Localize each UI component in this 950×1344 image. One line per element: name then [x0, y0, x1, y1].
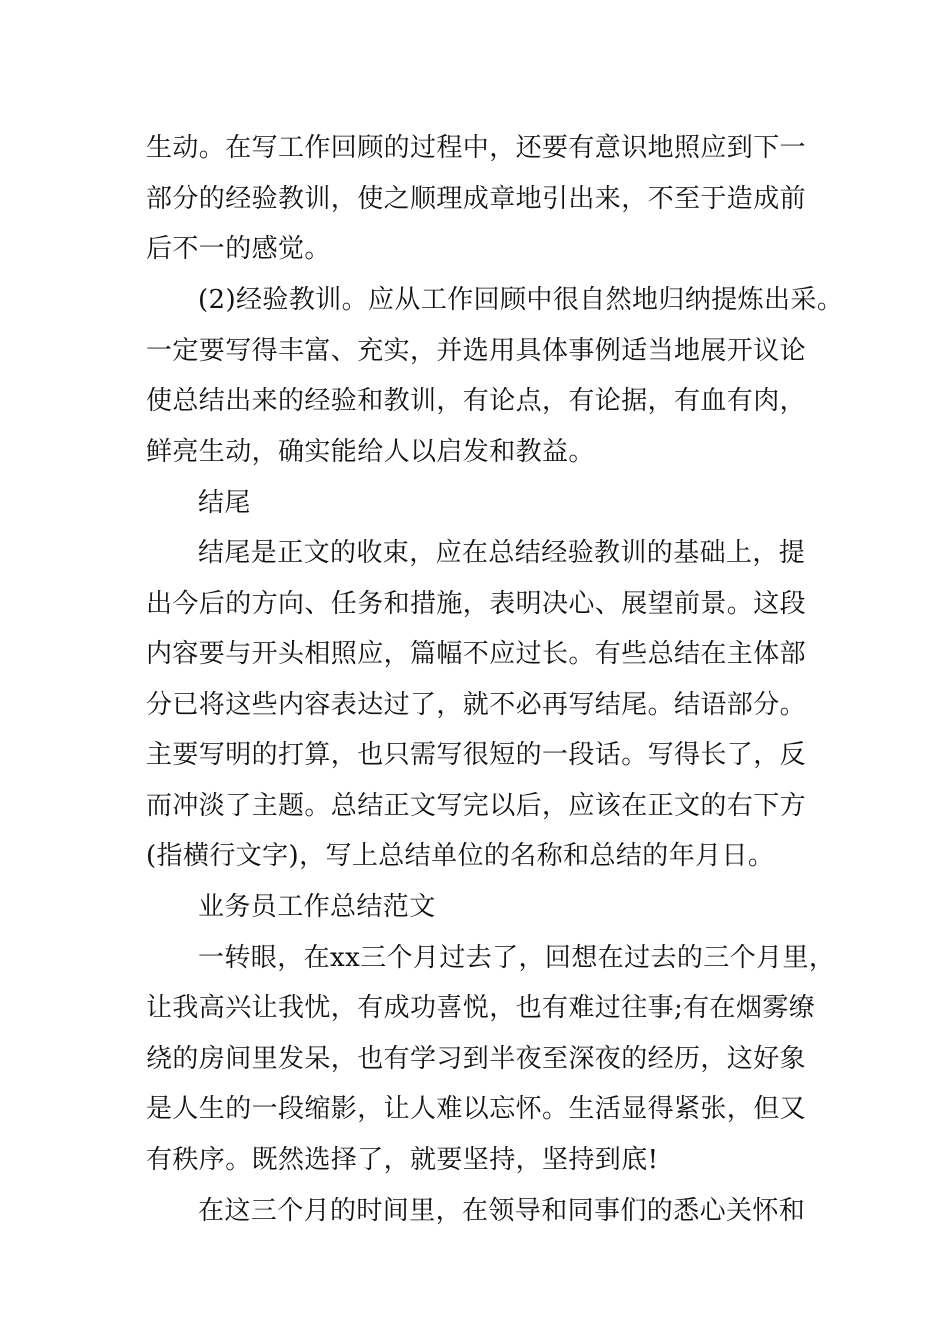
text-line: 内容要与开头相照应，篇幅不应过长。有些总结在主体部 [146, 639, 807, 669]
section-heading: 结尾 [198, 488, 251, 518]
text-line: 使总结出来的经验和教训，有论点，有论据，有血有肉， [146, 386, 807, 416]
text-line: 主要写明的打算，也只需写很短的一段话。写得长了，反 [146, 740, 807, 770]
text-line: (指横行文字)，写上总结单位的名称和总结的年月日。 [146, 841, 775, 871]
text-line: 让我高兴让我忧，有成功喜悦，也有难过往事;有在烟雾缭 [146, 993, 816, 1023]
text-line: 后不一的感觉。 [146, 234, 331, 264]
section-heading: 业务员工作总结范文 [198, 892, 436, 922]
paragraph-line: 结尾是正文的收束，应在总结经验教训的基础上，提 [198, 538, 806, 568]
text-line: 出今后的方向、任务和措施，表明决心、展望前景。这段 [146, 589, 807, 619]
text-line: 绕的房间里发呆，也有学习到半夜至深夜的经历，这好象 [146, 1044, 807, 1074]
text-line: 一定要写得丰富、充实，并选用具体事例适当地展开议论 [146, 336, 807, 366]
text-line: 有秩序。既然选择了，就要坚持，坚持到底! [146, 1145, 659, 1175]
text-line: 是人生的一段缩影，让人难以忘怀。生活显得紧张，但又 [146, 1094, 807, 1124]
text-line: 鲜亮生动，确实能给人以启发和教益。 [146, 437, 595, 467]
text-line: 部分的经验教训，使之顺理成章地引出来，不至于造成前 [146, 184, 807, 214]
paragraph-line: 一转眼，在xx三个月过去了，回想在过去的三个月里， [198, 943, 836, 973]
text-line: 而冲淡了主题。总结正文写完以后，应该在正文的右下方 [146, 791, 807, 821]
paragraph-line: 在这三个月的时间里，在领导和同事们的悉心关怀和 [198, 1196, 806, 1226]
text-line: 生动。在写工作回顾的过程中，还要有意识地照应到下一 [146, 133, 807, 163]
text-line: 分已将这些内容表达过了，就不必再写结尾。结语部分。 [146, 690, 807, 720]
paragraph-line: (2)经验教训。应从工作回顾中很自然地归纳提炼出采。 [198, 285, 844, 315]
